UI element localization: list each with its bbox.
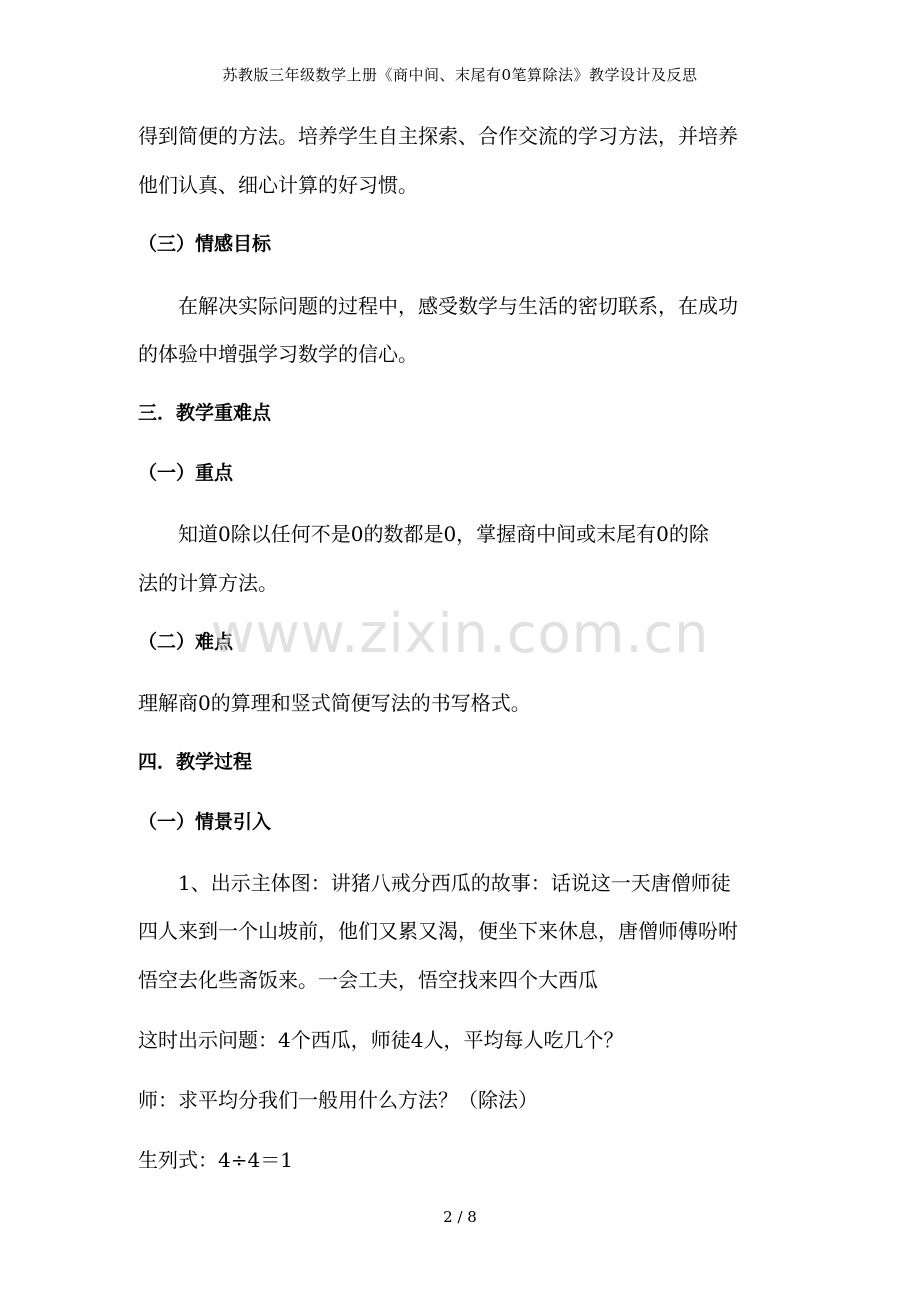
paragraph-line: 生列式：4÷4＝1 xyxy=(138,1148,293,1172)
heading-emotion-goal: （三）情感目标 xyxy=(138,233,272,255)
page-number: 2 / 8 xyxy=(443,1208,477,1226)
paragraph-line: 知道0除以任何不是0的数都是0，掌握商中间或末尾有0的除 xyxy=(178,522,709,546)
heading-focus: （一）重点 xyxy=(138,462,234,484)
paragraph-line: 师：求平均分我们一般用什么方法？（除法） xyxy=(138,1088,538,1112)
heading-teaching-process: 四．教学过程 xyxy=(138,751,253,773)
paragraph-line: 得到简便的方法。培养学生自主探索、合作交流的学习方法，并培养 xyxy=(138,124,738,148)
paragraph-line: 这时出示问题：4个西瓜，师徒4人，平均每人吃几个？ xyxy=(138,1028,624,1052)
paragraph-line: 四人来到一个山坡前，他们又累又渴，便坐下来休息，唐僧师傅吩咐 xyxy=(138,919,738,943)
paragraph-line: 的体验中增强学习数学的信心。 xyxy=(138,342,418,366)
watermark: www.zixin.com.cn xyxy=(210,602,710,665)
heading-key-points: 三．教学重难点 xyxy=(138,402,272,424)
paragraph-line: 他们认真、细心计算的好习惯。 xyxy=(138,173,418,197)
paragraph-line: 在解决实际问题的过程中，感受数学与生活的密切联系，在成功 xyxy=(178,294,738,318)
page-header-title: 苏教版三年级数学上册《商中间、末尾有0笔算除法》教学设计及反思 xyxy=(222,66,698,84)
heading-difficulty: （二）难点 xyxy=(138,631,234,653)
paragraph-line: 理解商0的算理和竖式简便写法的书写格式。 xyxy=(138,691,531,715)
paragraph-line: 法的计算方法。 xyxy=(138,571,278,595)
paragraph-line: 悟空去化些斋饭来。一会工夫，悟空找来四个大西瓜 xyxy=(138,968,598,992)
heading-introduction: （一）情景引入 xyxy=(138,811,272,833)
paragraph-line: 1、出示主体图：讲猪八戒分西瓜的故事：话说这一天唐僧师徒 xyxy=(178,871,731,895)
